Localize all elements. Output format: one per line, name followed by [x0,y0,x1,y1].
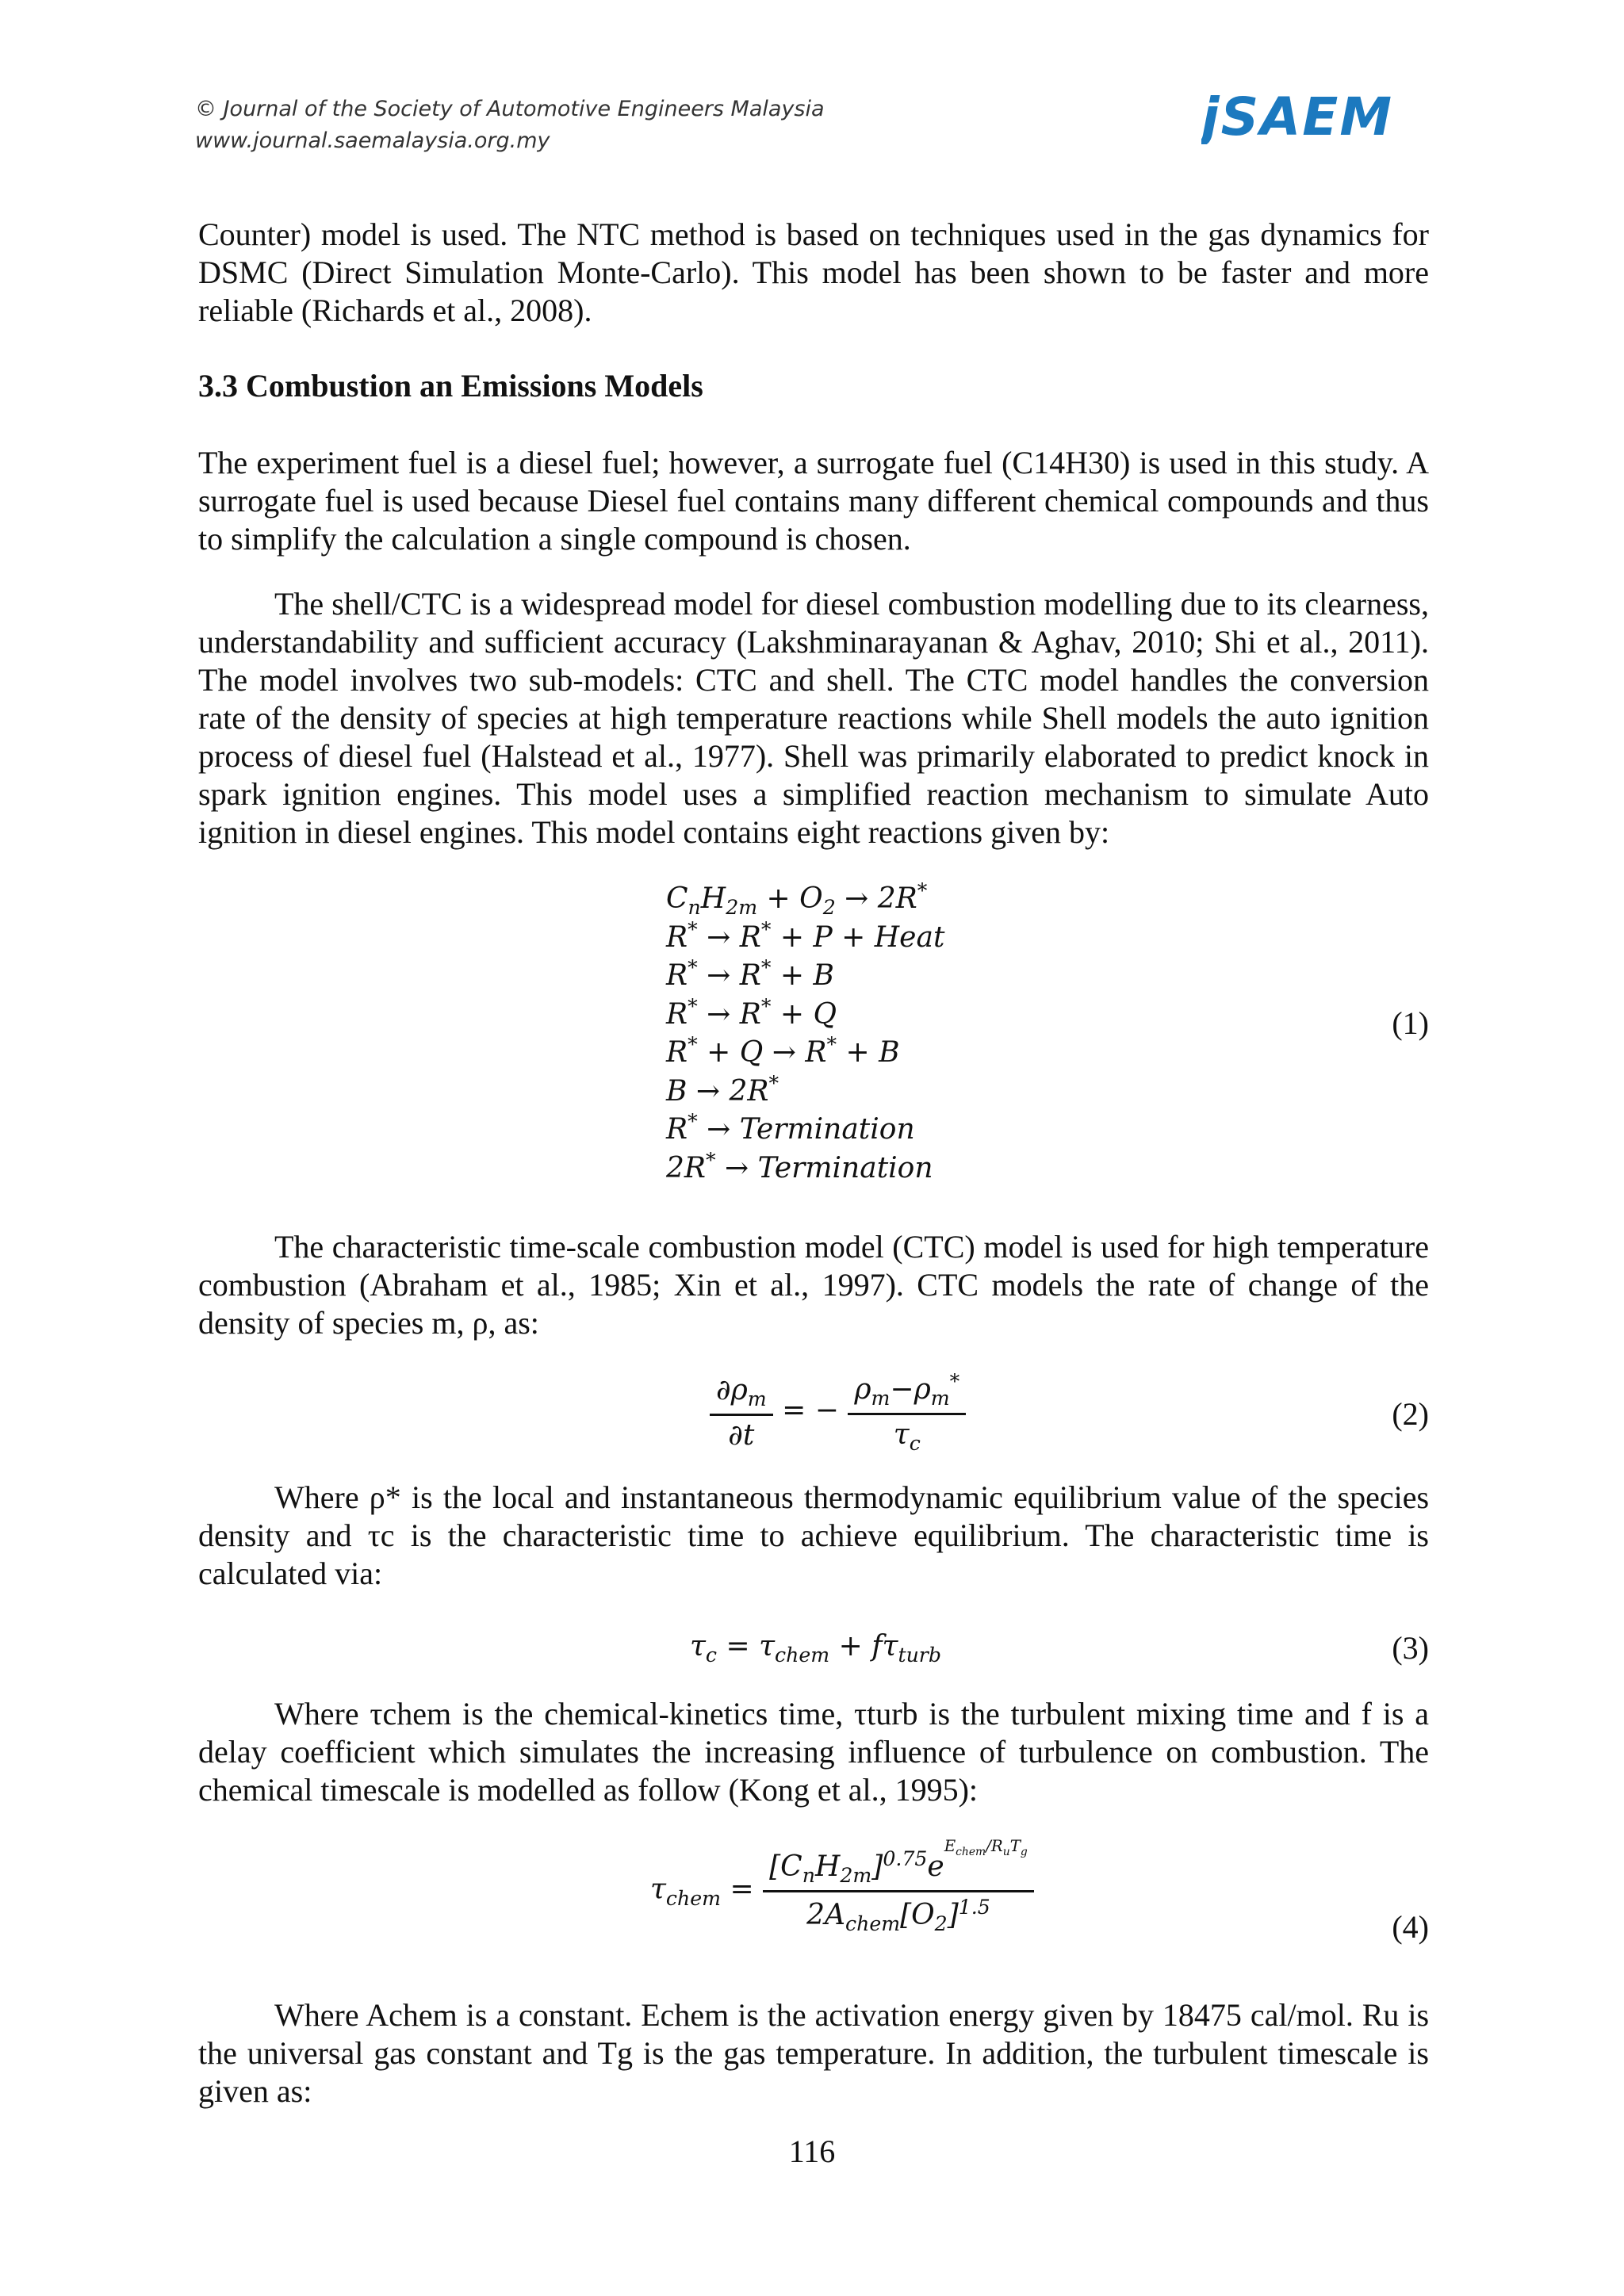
journal-header [195,94,825,157]
equation-2: $\frac{\partial\rho_m}{\partial t}$ = − $\frac{\rho_m-\rho_m^*}{\tau_c}$ [710,1370,966,1455]
reaction-5: R* + Q → R* + B [666,1033,900,1069]
paragraph-a-chem-body: is a constant. Echem is the activation energy given by 18475 cal/mol. Ru is the universal gas constant and Tg is the gas temperature. In addition, the turbulent timescale is given as: [198,1997,1430,2109]
paragraph-fuel: The experiment fuel is a diesel fuel; however, a surrogate fuel (C14H30) is used in this study. A surrogate fuel is used because Diesel fuel contains many different chemical compounds and thus to simplify the calculation a single compound is chosen. [198,445,1429,557]
reaction-1: $C_nH_{2m} + O_2 \to 2R^*$ [666,879,928,920]
equation-4: $\tau_{chem}$ = $\frac{[C_nH_{2m}]^{0.75}e^{E_{chem}/R_uT_g}}{2A_{chem}[O_2]^{1.5}}$ [650,1847,1034,1935]
paragraph-ntc: Counter) model is used. The NTC method is based on techniques used in the gas dynamics for DSMC (Direct Simulation Monte-Carlo). This model has been shown to be faster and more reliable (Richards et al., 2008). [198,216,1429,328]
reaction-equations [666,872,1063,1184]
paragraph-tau-chem-body: is the chemical-kinetics time, τturb is the turbulent mixing time and f is a delay coefficient which simulates the increasing influence of turbulence on combustion. The chemical timescale is modelled as follow (Kong et al., 1995): [198,1696,1430,1808]
paragraph-rho-star [198,1479,1429,1593]
paragraph-rho-star-body: is the local and instantaneous thermodynamic equilibrium value of the species density and τc is the characteristic time to achieve equilibrium. The characteristic time is calculated via: [198,1479,1430,1591]
paragraph-a-chem-prefix: Where Achem [274,1997,458,2033]
reaction-8: 2R* → Termination [666,1148,933,1184]
journal-name: © Journal of the Society of Automotive Engineers Malaysia [195,97,825,121]
reaction-4: R* → R* + Q [666,994,837,1031]
equation-3: $\tau_c = \tau_{chem} + f\tau_{turb}$ [690,1630,941,1667]
journal-url: www.journal.saemalaysia.org.my [195,128,550,153]
paragraph-tau-chem-prefix: Where τchem [274,1696,452,1732]
paragraph-rho-star-prefix: Where ρ* [274,1479,401,1515]
equation-number-2: (2) [1392,1396,1429,1432]
reaction-7: R* → Termination [666,1110,915,1146]
paragraph-shell-ctc: The shell/CTC is a widespread model for diesel combustion modelling due to its clearness, understandability and sufficient accuracy (Lakshminarayanan & Aghav, 2010; Shi et al., 2011). The model involves two sub-models: CTC and shell. The CTC model handles the conversion rate of the density of species at high temperature reactions while Shell models the auto ignition process of diesel fuel (Halstead et al., 1977). Shell was primarily elaborated to predict knock in spark ignition engines. This model uses a simplified reaction mechanism to simulate Auto ignition in diesel engines. This model contains eight reactions given by: [198,586,1429,850]
svg-text:jSAEM: jSAEM [1201,89,1393,144]
paragraph-ctc: The characteristic time-scale combustion model (CTC) model is used for high temperature combustion (Abraham et al., 1985; Xin et al., 1997). CTC models the rate of change of the density of species m, ρ, as: [198,1229,1429,1341]
equation-number-4: (4) [1392,1909,1429,1945]
section-heading: 3.3 Combustion an Emissions Models [198,368,703,404]
paragraph-tau-chem [198,1695,1429,1809]
reaction-3: R* → R* + B [666,956,834,992]
jsaem-logo [1201,89,1431,144]
reaction-2: R* → R* + P + Heat [666,917,945,954]
reaction-6: B → 2R* [666,1071,779,1108]
equation-number-3: (3) [1392,1630,1429,1666]
equation-number-1: (1) [1392,1005,1429,1041]
page-number: 116 [788,2133,836,2169]
paragraph-a-chem [198,1996,1429,2110]
